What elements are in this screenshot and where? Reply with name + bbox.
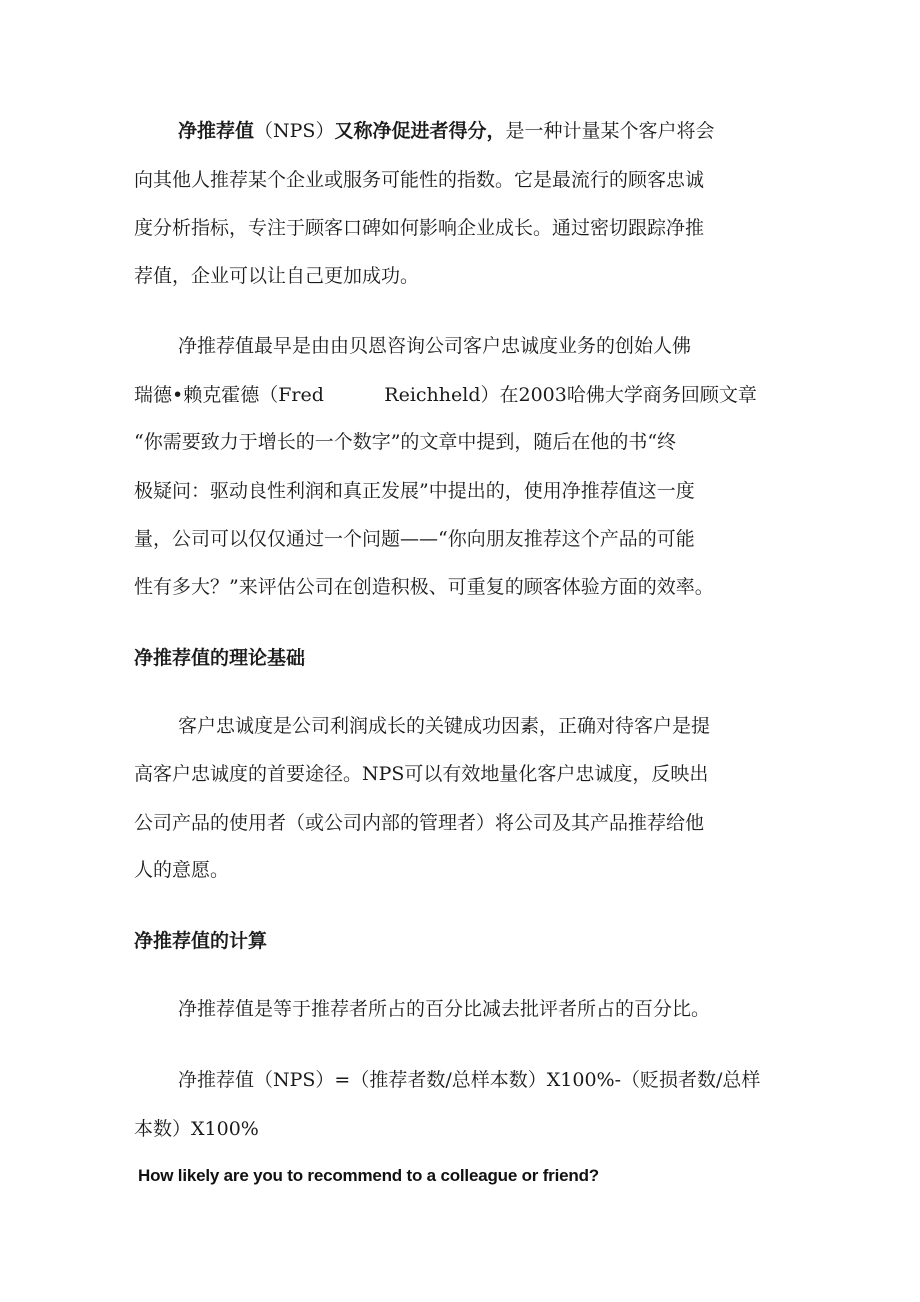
paragraph-1-line-4: 荐值，企业可以让自己更加成功。 <box>134 265 420 287</box>
paragraph-1-line-1 <box>178 119 714 143</box>
paragraph-4-line-1: 净推荐值是等于推荐者所占的百分比减去批评者所占的百分比。 <box>178 998 711 1020</box>
formula-line-2: 本数）X100% <box>134 1118 259 1140</box>
paragraph-3-line-2: 高客户忠诚度的首要途径。NPS可以有效地量化客户忠诚度，反映出 <box>134 763 709 785</box>
paragraph-2-line-1: 净推荐值最早是由由贝恩咨询公司客户忠诚度业务的创始人佛 <box>178 335 692 357</box>
formula-line-1: 净推荐值（NPS）=（推荐者数/总样本数）X100%-（贬损者数/总样 <box>178 1069 761 1091</box>
nps-abbrev: （NPS） <box>254 120 335 142</box>
paragraph-3-line-3: 公司产品的使用者（或公司内部的管理者）将公司及其产品推荐给他 <box>134 812 705 834</box>
paragraph-1-line-1-rest: 是一种计量某个客户将会 <box>505 120 715 142</box>
section-heading-theory: 净推荐值的理论基础 <box>134 647 306 669</box>
paragraph-2-line-4: 极疑问：驱动良性利润和真正发展”中提出的，使用净推荐值这一度 <box>134 480 695 502</box>
paragraph-2-line-3: “你需要致力于增长的一个数字”的文章中提到，随后在他的书“终 <box>134 431 677 453</box>
paragraph-3-line-4: 人的意愿。 <box>134 859 230 881</box>
paragraph-2-line-6: 性有多大？”来评估公司在创造积极、可重复的顾客体验方面的效率。 <box>134 576 714 598</box>
nps-term-bold: 净推荐值 <box>178 120 255 142</box>
paragraph-1-line-2: 向其他人推荐某个企业或服务可能性的指数。它是最流行的顾客忠诚 <box>134 169 705 191</box>
paragraph-3-line-1: 客户忠诚度是公司利润成长的关键成功因素，正确对待客户是提 <box>178 715 711 737</box>
paragraph-2-line-5: 量，公司可以仅仅通过一个问题——“你向朋友推荐这个产品的可能 <box>134 528 695 550</box>
paragraph-2-line-2: 瑞德•赖克霍德（Fred Reichheld）在2003哈佛大学商务回顾文章 <box>134 384 757 406</box>
section-heading-calculation: 净推荐值的计算 <box>134 930 268 952</box>
survey-question: How likely are you to recommend to a colleague or friend? <box>138 1166 599 1185</box>
nps-alias-bold: 又称净促进者得分， <box>334 120 506 142</box>
paragraph-1-line-3: 度分析指标，专注于顾客口碑如何影响企业成长。通过密切跟踪净推 <box>134 217 705 239</box>
